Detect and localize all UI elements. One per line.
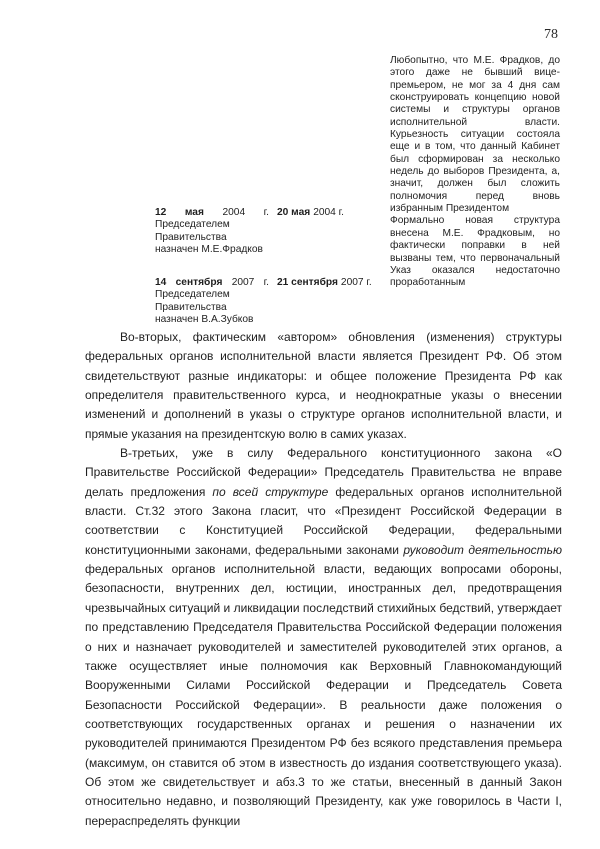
appointment-1-day: 12 — [155, 207, 167, 218]
decree-1-date-rest: 2004 г. — [313, 207, 344, 218]
main-text — [85, 328, 562, 831]
appointment-row-1-date-cell — [155, 207, 269, 257]
appointment-1-year: 2004 — [222, 207, 246, 218]
appointment-2-date — [155, 277, 269, 289]
appointment-1-era: г. — [263, 207, 269, 218]
appointment-row-2-date-cell — [155, 277, 269, 327]
margin-note-para-1: Любопытно, что М.Е. Фрадков, до этого даже не бывший вице-премьером, не мог за 4 дня сам сконструировать концепцию новой системы и структуры органов исполнительной власти. Курьезность ситуации состояла еще и в том, что данный Кабинет был сформирован за несколько недель до выборов Президента, а, значит, должен был сложить полномочия перед вновь избранным Президентом — [390, 55, 560, 215]
appointment-1-month: мая — [184, 207, 204, 218]
decree-2-date-bold: 21 сентября — [277, 277, 338, 288]
page-number: 78 — [544, 27, 558, 42]
appointment-row-2-decree-cell — [277, 277, 372, 289]
body-paragraph-2 — [85, 444, 562, 831]
appointment-1-description: Председателем Правительства назначен М.Е.Фрадков — [155, 219, 263, 256]
decree-2-date-rest: 2007 г. — [340, 277, 372, 288]
appointment-2-description: Председателем Правительства назначен В.А.Зубков — [155, 289, 254, 326]
decree-1-date-bold: 20 мая — [277, 207, 311, 218]
margin-note-column — [390, 55, 560, 290]
appointment-row-1-decree-cell — [277, 207, 344, 219]
body-para-2-italic-1: по всей структуре — [212, 484, 329, 499]
body-para-2-seg-3: федеральных органов исполнительной власти, ведающих вопросами обороны, безопасности, внутренних дел, юстиции, иностранных дел, предотвращения чрезвычайных ситуаций и ликвидации последствий стихийных бедствий, утверждает по представлению Председателя Правительства Российской Федерации положения о них и назначает руководителей и заместителей руководителей этих органов, а также осуществляет иные полномочия как Верховный Главнокомандующий Вооруженными Силами Российской Федерации и Председатель Совета Безопасности Российской Федерации». В реальности даже положения о соответствующих государственных органах и решения о назначении их руководителей принимаются Президентом РФ без всякого представления премьера (максимум, он ставится об этом в известность до издания соответствующего указа). Об этом же свидетельствует и абз.3 то же статьи, внесенный в данный Закон относительно недавно, и позволяющий Президенту, как уже говорилось в Части I, перераспределять функции — [85, 562, 562, 828]
appointment-2-era: г. — [263, 277, 269, 288]
margin-note-para-2: Формально новая структура внесена М.Е. Фрадковым, но фактически поправки в ней вызваны тем, что первоначальный Указ оказался недостаточно проработанным — [390, 215, 560, 289]
appointment-2-day: 14 — [155, 277, 167, 288]
appointment-1-date — [155, 207, 269, 219]
appointment-2-year: 2007 — [231, 277, 255, 288]
appointment-2-month: сентября — [175, 277, 223, 288]
body-para-2-seg-1: В-третьих, уже в силу Федерального конституционного закона «О Правительстве Российской Федерации» Председатель Правительства не вправе делать предложения — [85, 446, 562, 499]
body-paragraph-1: Во-вторых, фактическим «автором» обновления (изменения) структуры федеральных органов исполнительной власти является Президент РФ. Об этом свидетельствуют разные индикаторы: и общее положение Президента РФ как определителя правительственного курса, и неоднократные указы о внесении изменений и дополнений в указы о структуре органов исполнительной власти, и прямые указания на президентскую волю в самих указах. — [85, 330, 562, 441]
body-para-2-seg-2: федеральных органов исполнительной власти. Ст.32 этого Закона гласит, что «Президент Российской Федерации в соответствии с Конституцией Российской Федерации, федеральными конституционными законами, федеральными законами — [85, 484, 563, 557]
body-para-2-italic-2: руководит деятельностью — [403, 542, 562, 557]
